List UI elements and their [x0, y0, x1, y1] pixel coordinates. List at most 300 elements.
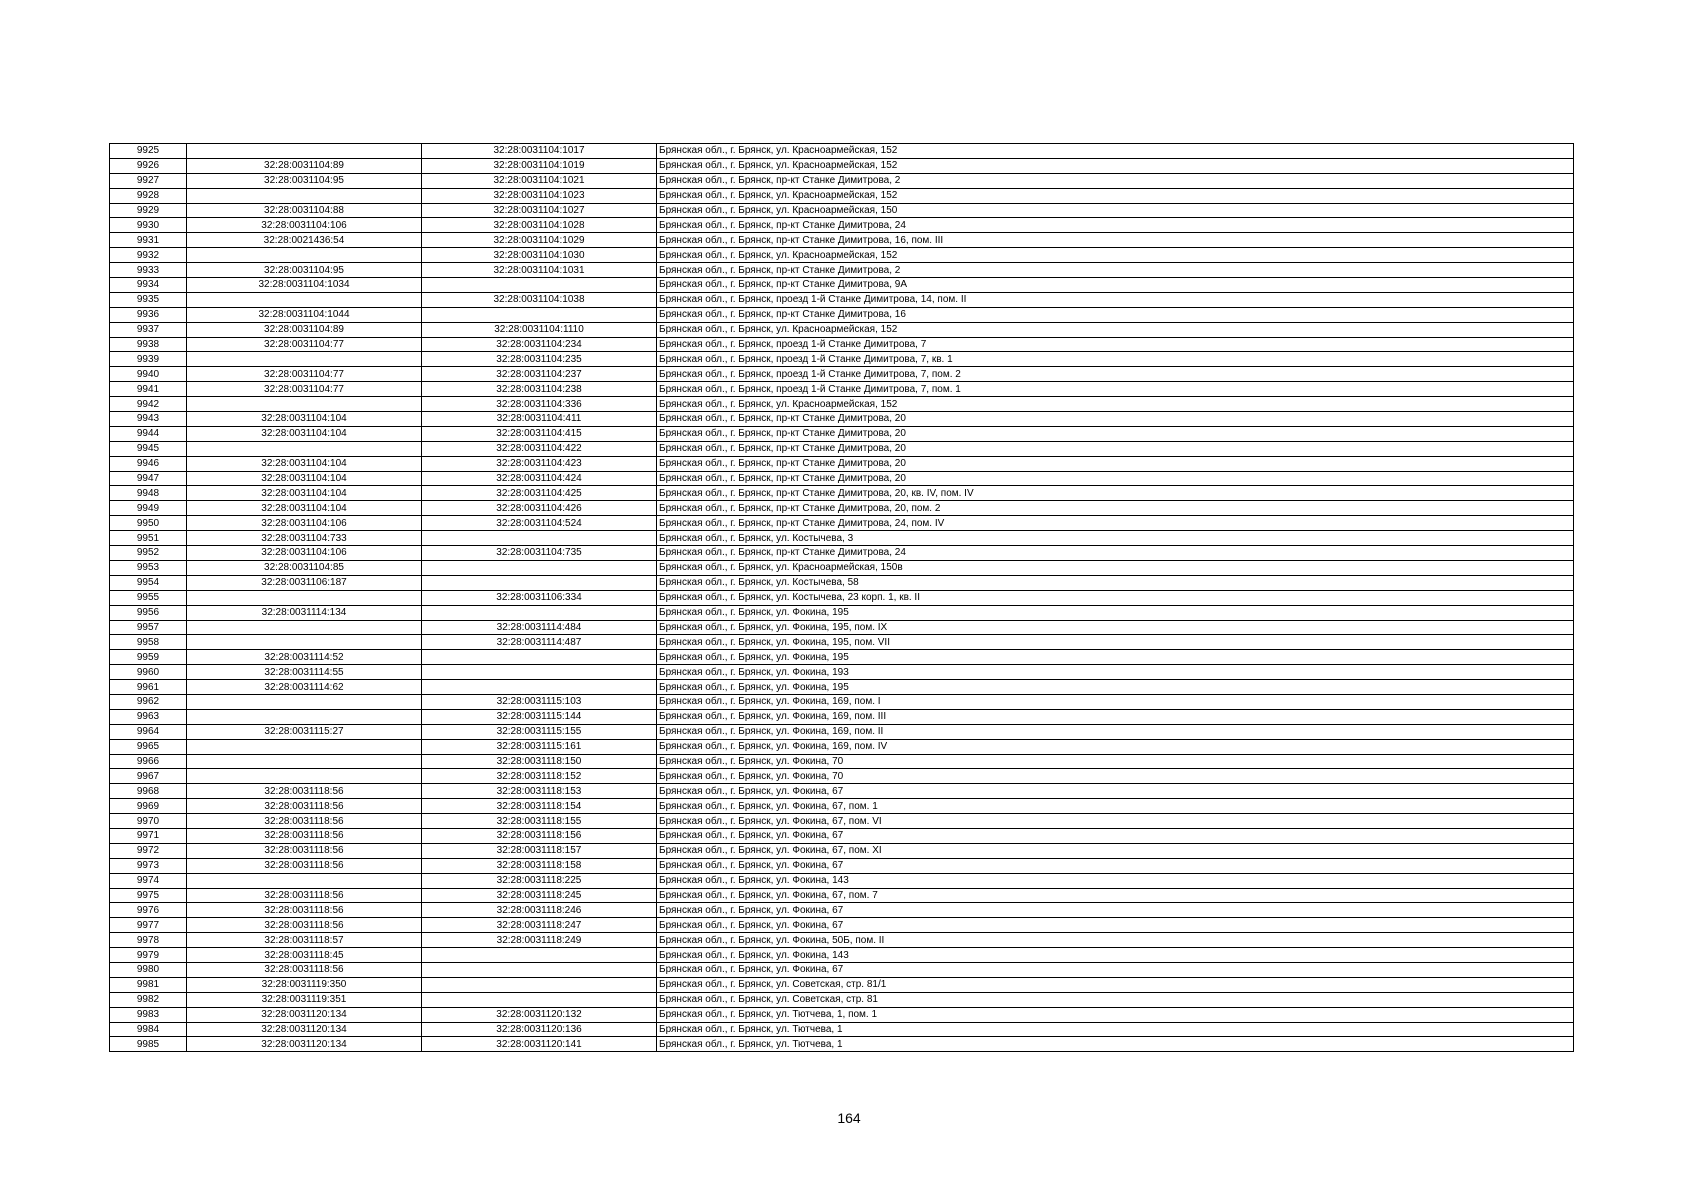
row-number-cell: 9933: [110, 263, 187, 278]
cadastral-number-cell: 32:28:0031104:1028: [422, 218, 657, 233]
row-number-cell: 9971: [110, 828, 187, 843]
table-row: [110, 1022, 1574, 1037]
table-row: [110, 144, 1574, 159]
table-row: [110, 694, 1574, 709]
address-cell: Брянская обл., г. Брянск, ул. Фокина, 169, пом. I: [657, 694, 1574, 709]
cadastral-number-parent-cell: [187, 590, 422, 605]
row-number-cell: 9934: [110, 278, 187, 293]
address-cell: Брянская обл., г. Брянск, ул. Красноармейская, 152: [657, 322, 1574, 337]
address-cell: Брянская обл., г. Брянск, ул. Костычева, 3: [657, 531, 1574, 546]
cadastral-number-parent-cell: 32:28:0031104:88: [187, 203, 422, 218]
cadastral-number-cell: 32:28:0031104:426: [422, 501, 657, 516]
row-number-cell: 9929: [110, 203, 187, 218]
row-number-cell: 9950: [110, 516, 187, 531]
table-row: [110, 367, 1574, 382]
table-row: [110, 278, 1574, 293]
cadastral-number-cell: 32:28:0031104:425: [422, 486, 657, 501]
address-cell: Брянская обл., г. Брянск, ул. Тютчева, 1: [657, 1037, 1574, 1052]
cadastral-number-cell: [422, 560, 657, 575]
table-row: [110, 441, 1574, 456]
row-number-cell: 9978: [110, 933, 187, 948]
row-number-cell: 9960: [110, 665, 187, 680]
table-row: [110, 888, 1574, 903]
table-row: [110, 501, 1574, 516]
address-cell: Брянская обл., г. Брянск, ул. Фокина, 67: [657, 962, 1574, 977]
cadastral-number-cell: 32:28:0031114:484: [422, 620, 657, 635]
row-number-cell: 9944: [110, 426, 187, 441]
table-row: [110, 188, 1574, 203]
cadastral-number-cell: 32:28:0031104:411: [422, 412, 657, 427]
address-cell: Брянская обл., г. Брянск, проезд 1-й Станке Димитрова, 7, пом. 1: [657, 382, 1574, 397]
table-row: [110, 948, 1574, 963]
row-number-cell: 9970: [110, 814, 187, 829]
row-number-cell: 9953: [110, 560, 187, 575]
cadastral-number-cell: 32:28:0031118:245: [422, 888, 657, 903]
cadastral-number-parent-cell: 32:28:0031104:104: [187, 486, 422, 501]
cadastral-number-parent-cell: [187, 397, 422, 412]
cadastral-number-cell: 32:28:0031104:237: [422, 367, 657, 382]
cadastral-number-cell: 32:28:0031104:735: [422, 546, 657, 561]
address-cell: Брянская обл., г. Брянск, пр-кт Станке Димитрова, 2: [657, 263, 1574, 278]
cadastral-number-cell: 32:28:0031118:225: [422, 873, 657, 888]
table-row: [110, 962, 1574, 977]
row-number-cell: 9962: [110, 694, 187, 709]
cadastral-number-parent-cell: 32:28:0031118:56: [187, 814, 422, 829]
row-number-cell: 9972: [110, 843, 187, 858]
page-number: 164: [837, 1110, 861, 1126]
table-row: [110, 248, 1574, 263]
cadastral-number-cell: 32:28:0031104:415: [422, 426, 657, 441]
cadastral-number-parent-cell: 32:28:0031119:350: [187, 977, 422, 992]
cadastral-number-parent-cell: [187, 620, 422, 635]
cadastral-number-parent-cell: 32:28:0031104:106: [187, 546, 422, 561]
table-row: [110, 516, 1574, 531]
table-row: [110, 337, 1574, 352]
cadastral-number-parent-cell: 32:28:0031104:85: [187, 560, 422, 575]
cadastral-number-parent-cell: 32:28:0031104:77: [187, 337, 422, 352]
address-cell: Брянская обл., г. Брянск, пр-кт Станке Димитрова, 2: [657, 173, 1574, 188]
address-cell: Брянская обл., г. Брянск, ул. Фокина, 67, пом. XI: [657, 843, 1574, 858]
table-row: [110, 754, 1574, 769]
cadastral-number-parent-cell: 32:28:0031104:733: [187, 531, 422, 546]
address-cell: Брянская обл., г. Брянск, пр-кт Станке Димитрова, 20: [657, 471, 1574, 486]
row-number-cell: 9935: [110, 292, 187, 307]
cadastral-number-cell: 32:28:0031104:235: [422, 352, 657, 367]
cadastral-number-parent-cell: 32:28:0031104:1044: [187, 307, 422, 322]
table-row: [110, 992, 1574, 1007]
address-cell: Брянская обл., г. Брянск, ул. Советская, стр. 81/1: [657, 977, 1574, 992]
cadastral-number-cell: 32:28:0031104:1110: [422, 322, 657, 337]
row-number-cell: 9943: [110, 412, 187, 427]
cadastral-number-cell: 32:28:0031106:334: [422, 590, 657, 605]
address-cell: Брянская обл., г. Брянск, ул. Фокина, 195: [657, 680, 1574, 695]
table-row: [110, 814, 1574, 829]
table-row: [110, 635, 1574, 650]
row-number-cell: 9951: [110, 531, 187, 546]
cadastral-number-parent-cell: 32:28:0031104:104: [187, 412, 422, 427]
cadastral-number-parent-cell: 32:28:0031104:104: [187, 501, 422, 516]
cadastral-number-parent-cell: [187, 248, 422, 263]
address-cell: Брянская обл., г. Брянск, ул. Фокина, 169, пом. III: [657, 709, 1574, 724]
cadastral-number-cell: 32:28:0031104:1023: [422, 188, 657, 203]
cadastral-number-cell: 32:28:0031118:154: [422, 799, 657, 814]
row-number-cell: 9931: [110, 233, 187, 248]
cadastral-number-cell: [422, 307, 657, 322]
row-number-cell: 9981: [110, 977, 187, 992]
cadastral-number-parent-cell: 32:28:0031118:56: [187, 962, 422, 977]
address-cell: Брянская обл., г. Брянск, ул. Фокина, 70: [657, 769, 1574, 784]
cadastral-number-parent-cell: 32:28:0031114:62: [187, 680, 422, 695]
cadastral-number-cell: 32:28:0031120:141: [422, 1037, 657, 1052]
table-row: [110, 233, 1574, 248]
cadastral-number-cell: 32:28:0031118:158: [422, 858, 657, 873]
address-cell: Брянская обл., г. Брянск, пр-кт Станке Димитрова, 20: [657, 456, 1574, 471]
cadastral-number-cell: 32:28:0031118:249: [422, 933, 657, 948]
row-number-cell: 9969: [110, 799, 187, 814]
table-row: [110, 977, 1574, 992]
cadastral-number-cell: 32:28:0031118:155: [422, 814, 657, 829]
row-number-cell: 9974: [110, 873, 187, 888]
table-row: [110, 650, 1574, 665]
cadastral-number-parent-cell: 32:28:0031104:104: [187, 456, 422, 471]
address-cell: Брянская обл., г. Брянск, проезд 1-й Станке Димитрова, 7, пом. 2: [657, 367, 1574, 382]
row-number-cell: 9925: [110, 144, 187, 159]
address-cell: Брянская обл., г. Брянск, ул. Фокина, 143: [657, 948, 1574, 963]
row-number-cell: 9973: [110, 858, 187, 873]
table-row: [110, 158, 1574, 173]
cadastral-number-cell: 32:28:0031104:1029: [422, 233, 657, 248]
address-cell: Брянская обл., г. Брянск, пр-кт Станке Димитрова, 20: [657, 426, 1574, 441]
row-number-cell: 9940: [110, 367, 187, 382]
row-number-cell: 9949: [110, 501, 187, 516]
cadastral-number-parent-cell: [187, 769, 422, 784]
address-cell: Брянская обл., г. Брянск, ул. Фокина, 195, пом. VII: [657, 635, 1574, 650]
row-number-cell: 9976: [110, 903, 187, 918]
address-cell: Брянская обл., г. Брянск, ул. Фокина, 67: [657, 918, 1574, 933]
cadastral-number-parent-cell: [187, 635, 422, 650]
cadastral-number-cell: 32:28:0031118:156: [422, 828, 657, 843]
row-number-cell: 9945: [110, 441, 187, 456]
row-number-cell: 9930: [110, 218, 187, 233]
table-row: [110, 903, 1574, 918]
cadastral-number-parent-cell: 32:28:0031118:56: [187, 828, 422, 843]
address-cell: Брянская обл., г. Брянск, пр-кт Станке Димитрова, 20, кв. IV, пом. IV: [657, 486, 1574, 501]
address-cell: Брянская обл., г. Брянск, проезд 1-й Станке Димитрова, 7: [657, 337, 1574, 352]
row-number-cell: 9938: [110, 337, 187, 352]
cadastral-number-cell: [422, 665, 657, 680]
row-number-cell: 9963: [110, 709, 187, 724]
table-row: [110, 203, 1574, 218]
cadastral-number-parent-cell: 32:28:0031118:56: [187, 843, 422, 858]
cadastral-number-parent-cell: 32:28:0031104:95: [187, 173, 422, 188]
cadastral-number-parent-cell: [187, 441, 422, 456]
cadastral-number-parent-cell: 32:28:0031118:56: [187, 784, 422, 799]
table-row: [110, 858, 1574, 873]
address-cell: Брянская обл., г. Брянск, ул. Фокина, 67: [657, 903, 1574, 918]
cadastral-number-parent-cell: 32:28:0031104:89: [187, 158, 422, 173]
cadastral-number-cell: [422, 605, 657, 620]
cadastral-number-cell: 32:28:0031104:524: [422, 516, 657, 531]
row-number-cell: 9984: [110, 1022, 187, 1037]
cadastral-number-cell: 32:28:0031118:152: [422, 769, 657, 784]
address-cell: Брянская обл., г. Брянск, пр-кт Станке Димитрова, 20, пом. 2: [657, 501, 1574, 516]
cadastral-number-parent-cell: [187, 188, 422, 203]
cadastral-number-cell: [422, 531, 657, 546]
cadastral-number-cell: 32:28:0031104:424: [422, 471, 657, 486]
cadastral-number-cell: 32:28:0031104:422: [422, 441, 657, 456]
address-cell: Брянская обл., г. Брянск, ул. Костычева, 23 корп. 1, кв. II: [657, 590, 1574, 605]
registry-table-body: [110, 144, 1574, 1052]
cadastral-number-cell: 32:28:0031115:155: [422, 724, 657, 739]
table-row: [110, 575, 1574, 590]
cadastral-number-cell: 32:28:0031104:423: [422, 456, 657, 471]
row-number-cell: 9946: [110, 456, 187, 471]
cadastral-number-parent-cell: 32:28:0031104:1034: [187, 278, 422, 293]
row-number-cell: 9954: [110, 575, 187, 590]
cadastral-number-parent-cell: [187, 739, 422, 754]
cadastral-number-parent-cell: 32:28:0031115:27: [187, 724, 422, 739]
table-row: [110, 724, 1574, 739]
row-number-cell: 9942: [110, 397, 187, 412]
row-number-cell: 9955: [110, 590, 187, 605]
cadastral-number-parent-cell: [187, 352, 422, 367]
cadastral-number-parent-cell: 32:28:0031120:134: [187, 1037, 422, 1052]
table-row: [110, 307, 1574, 322]
address-cell: Брянская обл., г. Брянск, ул. Фокина, 67, пом. 7: [657, 888, 1574, 903]
address-cell: Брянская обл., г. Брянск, ул. Красноармейская, 152: [657, 248, 1574, 263]
address-cell: Брянская обл., г. Брянск, проезд 1-й Станке Димитрова, 7, кв. 1: [657, 352, 1574, 367]
table-row: [110, 218, 1574, 233]
table-row: [110, 397, 1574, 412]
row-number-cell: 9957: [110, 620, 187, 635]
row-number-cell: 9927: [110, 173, 187, 188]
address-cell: Брянская обл., г. Брянск, пр-кт Станке Димитрова, 16, пом. III: [657, 233, 1574, 248]
cadastral-number-parent-cell: 32:28:0031104:104: [187, 426, 422, 441]
table-row: [110, 486, 1574, 501]
address-cell: Брянская обл., г. Брянск, ул. Фокина, 67: [657, 784, 1574, 799]
table-row: [110, 843, 1574, 858]
cadastral-number-cell: [422, 992, 657, 1007]
table-row: [110, 665, 1574, 680]
address-cell: Брянская обл., г. Брянск, ул. Красноармейская, 152: [657, 158, 1574, 173]
table-row: [110, 426, 1574, 441]
row-number-cell: 9961: [110, 680, 187, 695]
row-number-cell: 9983: [110, 1007, 187, 1022]
address-cell: Брянская обл., г. Брянск, ул. Фокина, 169, пом. IV: [657, 739, 1574, 754]
cadastral-number-cell: [422, 575, 657, 590]
address-cell: Брянская обл., г. Брянск, пр-кт Станке Димитрова, 24, пом. IV: [657, 516, 1574, 531]
row-number-cell: 9985: [110, 1037, 187, 1052]
address-cell: Брянская обл., г. Брянск, ул. Тютчева, 1: [657, 1022, 1574, 1037]
cadastral-number-cell: 32:28:0031118:150: [422, 754, 657, 769]
cadastral-number-cell: 32:28:0031104:1030: [422, 248, 657, 263]
cadastral-number-cell: 32:28:0031114:487: [422, 635, 657, 650]
row-number-cell: 9982: [110, 992, 187, 1007]
address-cell: Брянская обл., г. Брянск, ул. Красноармейская, 152: [657, 397, 1574, 412]
row-number-cell: 9968: [110, 784, 187, 799]
table-row: [110, 590, 1574, 605]
row-number-cell: 9936: [110, 307, 187, 322]
address-cell: Брянская обл., г. Брянск, ул. Фокина, 169, пом. II: [657, 724, 1574, 739]
address-cell: Брянская обл., г. Брянск, пр-кт Станке Димитрова, 24: [657, 546, 1574, 561]
registry-table: [109, 143, 1574, 1052]
row-number-cell: 9941: [110, 382, 187, 397]
address-cell: Брянская обл., г. Брянск, ул. Красноармейская, 152: [657, 144, 1574, 159]
address-cell: Брянская обл., г. Брянск, ул. Фокина, 67, пом. VI: [657, 814, 1574, 829]
row-number-cell: 9964: [110, 724, 187, 739]
cadastral-number-cell: [422, 962, 657, 977]
table-row: [110, 784, 1574, 799]
row-number-cell: 9979: [110, 948, 187, 963]
address-cell: Брянская обл., г. Брянск, ул. Фокина, 67, пом. 1: [657, 799, 1574, 814]
table-row: [110, 605, 1574, 620]
cadastral-number-cell: 32:28:0031115:161: [422, 739, 657, 754]
address-cell: Брянская обл., г. Брянск, ул. Фокина, 195: [657, 650, 1574, 665]
table-row: [110, 292, 1574, 307]
cadastral-number-parent-cell: [187, 754, 422, 769]
cadastral-number-cell: [422, 948, 657, 963]
table-row: [110, 546, 1574, 561]
cadastral-number-cell: 32:28:0031104:1031: [422, 263, 657, 278]
table-row: [110, 382, 1574, 397]
cadastral-number-parent-cell: 32:28:0021436:54: [187, 233, 422, 248]
address-cell: Брянская обл., г. Брянск, ул. Фокина, 143: [657, 873, 1574, 888]
table-row: [110, 933, 1574, 948]
address-cell: Брянская обл., г. Брянск, пр-кт Станке Димитрова, 9А: [657, 278, 1574, 293]
cadastral-number-parent-cell: [187, 144, 422, 159]
table-row: [110, 918, 1574, 933]
cadastral-number-parent-cell: 32:28:0031120:134: [187, 1022, 422, 1037]
cadastral-number-parent-cell: 32:28:0031118:57: [187, 933, 422, 948]
cadastral-number-cell: 32:28:0031118:246: [422, 903, 657, 918]
row-number-cell: 9966: [110, 754, 187, 769]
row-number-cell: 9926: [110, 158, 187, 173]
cadastral-number-cell: 32:28:0031104:1019: [422, 158, 657, 173]
cadastral-number-parent-cell: 32:28:0031118:56: [187, 903, 422, 918]
address-cell: Брянская обл., г. Брянск, проезд 1-й Станке Димитрова, 14, пом. II: [657, 292, 1574, 307]
cadastral-number-cell: [422, 680, 657, 695]
cadastral-number-cell: [422, 977, 657, 992]
cadastral-number-cell: 32:28:0031104:1027: [422, 203, 657, 218]
cadastral-number-parent-cell: [187, 873, 422, 888]
row-number-cell: 9952: [110, 546, 187, 561]
address-cell: Брянская обл., г. Брянск, ул. Фокина, 50Б, пом. II: [657, 933, 1574, 948]
row-number-cell: 9958: [110, 635, 187, 650]
cadastral-number-parent-cell: 32:28:0031104:104: [187, 471, 422, 486]
address-cell: Брянская обл., г. Брянск, пр-кт Станке Димитрова, 16: [657, 307, 1574, 322]
table-row: [110, 352, 1574, 367]
cadastral-number-cell: [422, 278, 657, 293]
table-row: [110, 560, 1574, 575]
table-row: [110, 873, 1574, 888]
row-number-cell: 9975: [110, 888, 187, 903]
cadastral-number-parent-cell: 32:28:0031104:77: [187, 382, 422, 397]
cadastral-number-cell: [422, 650, 657, 665]
table-row: [110, 456, 1574, 471]
table-row: [110, 769, 1574, 784]
row-number-cell: 9977: [110, 918, 187, 933]
cadastral-number-cell: 32:28:0031118:247: [422, 918, 657, 933]
address-cell: Брянская обл., г. Брянск, ул. Фокина, 70: [657, 754, 1574, 769]
cadastral-number-parent-cell: 32:28:0031118:45: [187, 948, 422, 963]
table-row: [110, 263, 1574, 278]
cadastral-number-parent-cell: 32:28:0031114:55: [187, 665, 422, 680]
row-number-cell: 9932: [110, 248, 187, 263]
cadastral-number-parent-cell: 32:28:0031104:89: [187, 322, 422, 337]
table-row: [110, 799, 1574, 814]
row-number-cell: 9967: [110, 769, 187, 784]
address-cell: Брянская обл., г. Брянск, ул. Фокина, 195, пом. IX: [657, 620, 1574, 635]
cadastral-number-parent-cell: [187, 709, 422, 724]
cadastral-number-cell: 32:28:0031104:238: [422, 382, 657, 397]
cadastral-number-cell: 32:28:0031120:132: [422, 1007, 657, 1022]
address-cell: Брянская обл., г. Брянск, ул. Фокина, 67: [657, 828, 1574, 843]
row-number-cell: 9928: [110, 188, 187, 203]
cadastral-number-cell: 32:28:0031104:336: [422, 397, 657, 412]
row-number-cell: 9937: [110, 322, 187, 337]
row-number-cell: 9947: [110, 471, 187, 486]
cadastral-number-parent-cell: 32:28:0031104:106: [187, 218, 422, 233]
table-row: [110, 620, 1574, 635]
table-row: [110, 531, 1574, 546]
cadastral-number-parent-cell: 32:28:0031118:56: [187, 888, 422, 903]
row-number-cell: 9939: [110, 352, 187, 367]
address-cell: Брянская обл., г. Брянск, ул. Фокина, 67: [657, 858, 1574, 873]
cadastral-number-cell: 32:28:0031104:234: [422, 337, 657, 352]
address-cell: Брянская обл., г. Брянск, ул. Красноармейская, 150: [657, 203, 1574, 218]
address-cell: Брянская обл., г. Брянск, ул. Красноармейская, 150в: [657, 560, 1574, 575]
cadastral-number-cell: 32:28:0031115:144: [422, 709, 657, 724]
cadastral-number-parent-cell: 32:28:0031118:56: [187, 799, 422, 814]
cadastral-number-parent-cell: 32:28:0031104:77: [187, 367, 422, 382]
table-row: [110, 680, 1574, 695]
cadastral-number-parent-cell: 32:28:0031118:56: [187, 858, 422, 873]
address-cell: Брянская обл., г. Брянск, ул. Костычева, 58: [657, 575, 1574, 590]
address-cell: Брянская обл., г. Брянск, ул. Тютчева, 1, пом. 1: [657, 1007, 1574, 1022]
table-row: [110, 471, 1574, 486]
cadastral-number-cell: 32:28:0031118:157: [422, 843, 657, 858]
cadastral-number-parent-cell: 32:28:0031114:52: [187, 650, 422, 665]
cadastral-number-cell: 32:28:0031104:1017: [422, 144, 657, 159]
table-row: [110, 828, 1574, 843]
table-row: [110, 739, 1574, 754]
cadastral-number-parent-cell: [187, 292, 422, 307]
row-number-cell: 9948: [110, 486, 187, 501]
cadastral-number-parent-cell: 32:28:0031106:187: [187, 575, 422, 590]
table-row: [110, 322, 1574, 337]
address-cell: Брянская обл., г. Брянск, ул. Фокина, 193: [657, 665, 1574, 680]
cadastral-number-parent-cell: 32:28:0031120:134: [187, 1007, 422, 1022]
cadastral-number-parent-cell: 32:28:0031104:106: [187, 516, 422, 531]
cadastral-number-cell: 32:28:0031118:153: [422, 784, 657, 799]
cadastral-number-parent-cell: [187, 694, 422, 709]
cadastral-number-cell: 32:28:0031104:1021: [422, 173, 657, 188]
table-row: [110, 412, 1574, 427]
address-cell: Брянская обл., г. Брянск, ул. Красноармейская, 152: [657, 188, 1574, 203]
row-number-cell: 9980: [110, 962, 187, 977]
cadastral-number-parent-cell: 32:28:0031104:95: [187, 263, 422, 278]
row-number-cell: 9956: [110, 605, 187, 620]
table-row: [110, 1037, 1574, 1052]
cadastral-number-cell: 32:28:0031120:136: [422, 1022, 657, 1037]
cadastral-number-parent-cell: 32:28:0031114:134: [187, 605, 422, 620]
table-row: [110, 173, 1574, 188]
address-cell: Брянская обл., г. Брянск, пр-кт Станке Димитрова, 20: [657, 441, 1574, 456]
address-cell: Брянская обл., г. Брянск, ул. Советская, стр. 81: [657, 992, 1574, 1007]
address-cell: Брянская обл., г. Брянск, пр-кт Станке Димитрова, 24: [657, 218, 1574, 233]
table-row: [110, 709, 1574, 724]
cadastral-number-cell: 32:28:0031104:1038: [422, 292, 657, 307]
